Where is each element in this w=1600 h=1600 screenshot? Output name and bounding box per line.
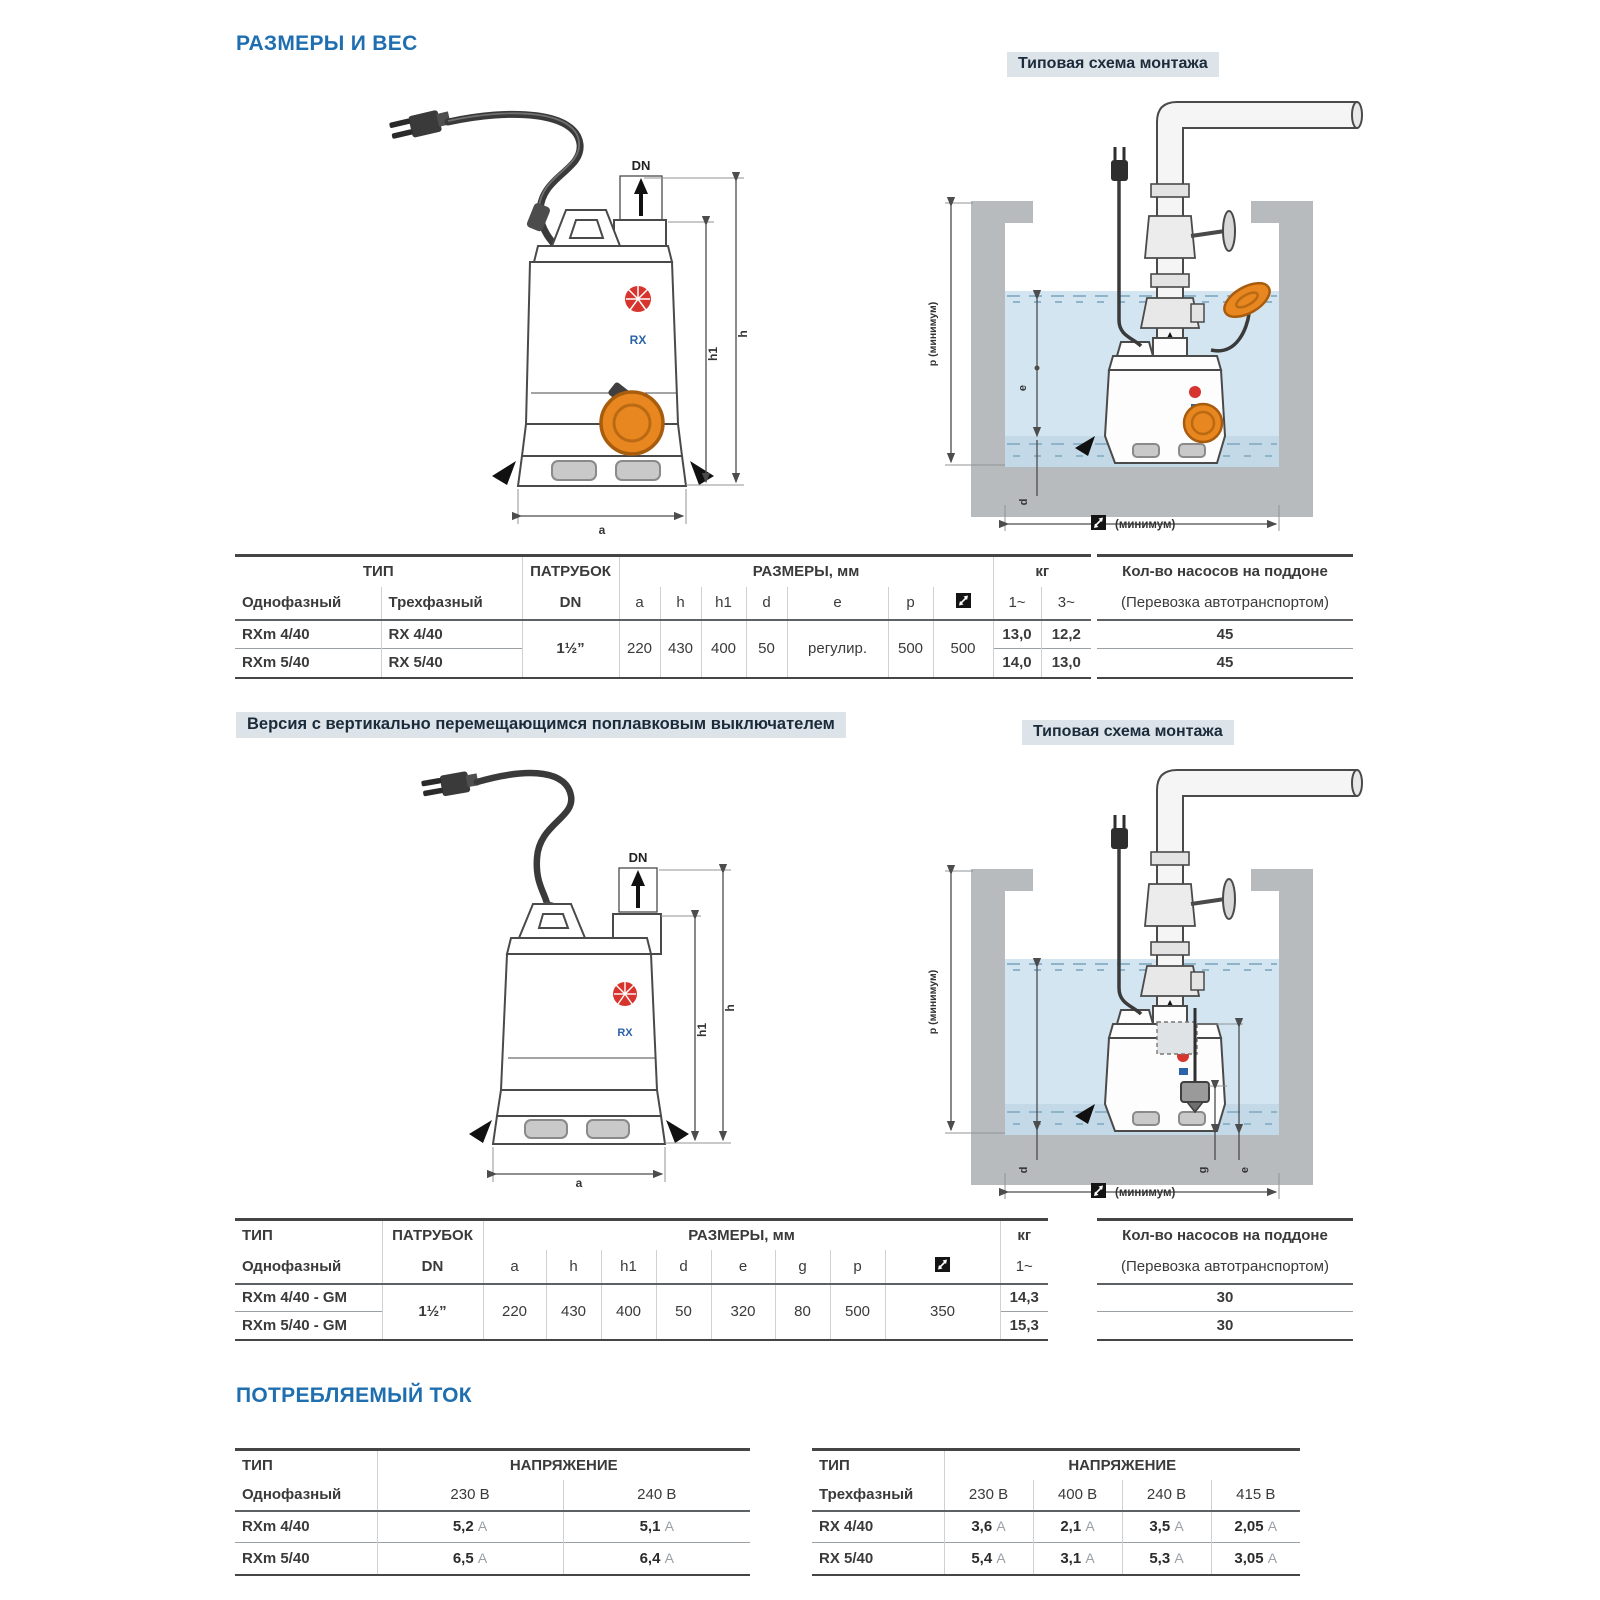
- svg-text:a: a: [575, 1176, 583, 1188]
- table-row: 45: [1216, 625, 1234, 643]
- valve-handwheel-icon: [1223, 879, 1235, 919]
- table-row: RX 5/40 5,4 A 3,1 A 5,3 A 3,05 A: [812, 1543, 1300, 1575]
- square-diagonal-icon: [956, 593, 971, 612]
- svg-text:h: h: [723, 1004, 737, 1012]
- svg-text:p (минимум): p (минимум): [927, 301, 939, 367]
- table-row: RXm 5/40 - GM 15,3: [235, 1312, 1048, 1340]
- installation-scheme-2: [895, 756, 1365, 1204]
- current-table-three-phase: ТИП НАПРЯЖЕНИЕ Трехфазный 230 В 400 В 240 В 415 В RX 4/40 3,6 A 2,1 A 3,5 A 2,05 A RX 5/40 5,4 A 3,1 A 5,3 A 3,05 A: [812, 1448, 1300, 1576]
- valve-handwheel-icon: [1223, 211, 1235, 251]
- svg-text:p (минимум): p (минимум): [927, 969, 939, 1035]
- table-row: RXm 4/40 RX 4/40 1½” 220 430 400 50 регулир. 500 500 13,0 12,2: [235, 620, 1091, 649]
- square-diagonal-icon: [935, 1257, 950, 1276]
- svg-text:h1: h1: [695, 1022, 709, 1038]
- section-dimensions-title: РАЗМЕРЫ И ВЕС: [236, 32, 418, 55]
- power-plug-icon: [389, 108, 452, 143]
- pump-in-pit: [1105, 338, 1225, 463]
- svg-text:e: e: [1239, 1166, 1251, 1174]
- table-row: RXm 4/40 5,2 A 5,1 A: [235, 1511, 750, 1543]
- table-row: RXm 5/40 RX 5/40 14,0 13,0: [235, 649, 1091, 678]
- pump-drawing-2: [415, 756, 755, 1188]
- svg-text:(минимум): (минимум): [1115, 1187, 1176, 1199]
- power-plug-icon: [1111, 147, 1128, 181]
- inlet-arrow-icon: [690, 461, 714, 485]
- col-group-dimensions: РАЗМЕРЫ, мм: [483, 1220, 1000, 1250]
- svg-text:RX: RX: [629, 333, 647, 347]
- col-group-type: ТИП: [242, 1226, 273, 1244]
- svg-text:(минимум): (минимум): [1115, 519, 1176, 531]
- power-plug-icon: [421, 769, 480, 799]
- table-row: RXm 5/40 6,5 A 6,4 A: [235, 1543, 750, 1575]
- scheme-label-2: Типовая схема монтажа: [1022, 720, 1234, 745]
- svg-text:e: e: [1017, 384, 1029, 392]
- svg-text:h1: h1: [706, 346, 720, 362]
- pump-body: [518, 210, 686, 486]
- scheme-label-1: Типовая схема монтажа: [1007, 52, 1219, 77]
- svg-text:RX: RX: [617, 1027, 633, 1039]
- svg-text:a: a: [598, 523, 606, 537]
- col-group-type: ТИП: [362, 563, 394, 581]
- inlet-arrow-icon: [666, 1120, 689, 1143]
- col-group-branch: ПАТРУБОК: [382, 1220, 483, 1250]
- svg-text:h: h: [736, 330, 750, 338]
- pallet-table-2: Кол-во насосов на поддоне (Перевозка автотранспортом) 30 30: [1097, 1218, 1353, 1341]
- pump-drawing-1: [380, 92, 775, 544]
- table-row: 45: [1097, 649, 1353, 678]
- dimensions-table-1: ТИП ПАТРУБОК РАЗМЕРЫ, мм кг Однофазный Трехфазный DN a h h1 d e p 1~ 3~ RXm 4/40 RX 4/40 1½” 220 430 400 50 регулир. 500 500 13,0 12,2 RXm 5/40 RX 5/40 14,0 13,0: [235, 554, 1091, 679]
- power-plug-icon: [1111, 815, 1128, 849]
- pallet-table-1: Кол-во насосов на поддоне (Перевозка автотранспортом) 45 45: [1097, 554, 1353, 679]
- svg-text:d: d: [1018, 498, 1030, 506]
- table-row: 30: [1097, 1312, 1353, 1340]
- table-row: RX 4/40 3,6 A 2,1 A 3,5 A 2,05 A: [812, 1511, 1300, 1543]
- square-diagonal-icon: [1091, 1183, 1106, 1198]
- table-row: 30: [1216, 1289, 1234, 1307]
- svg-text:DN: DN: [631, 158, 651, 173]
- current-table-single-phase: ТИП НАПРЯЖЕНИЕ Однофазный 230 В 240 В RXm 4/40 5,2 A 5,1 A RXm 5/40 6,5 A 6,4 A: [235, 1448, 750, 1576]
- svg-text:DN: DN: [628, 850, 648, 865]
- col-group-dimensions: РАЗМЕРЫ, мм: [619, 556, 993, 587]
- installation-scheme-1: [895, 88, 1365, 540]
- version-label: Версия с вертикально перемещающимся поплавковым выключателем: [236, 712, 846, 738]
- inlet-arrow-icon: [492, 461, 516, 485]
- section-current-title: ПОТРЕБЛЯЕМЫЙ ТОК: [236, 1384, 472, 1407]
- col-group-branch: ПАТРУБОК: [522, 556, 619, 587]
- square-diagonal-icon: [1091, 515, 1106, 530]
- col-group-kg: кг: [993, 556, 1091, 587]
- table-row: RXm 4/40 - GM 1½” 220 430 400 50 320 80 500 350 14,3: [235, 1284, 1048, 1312]
- inlet-arrow-icon: [469, 1120, 492, 1143]
- power-cable: [477, 773, 571, 912]
- col-group-kg: кг: [1000, 1220, 1048, 1250]
- svg-text:d: d: [1018, 1166, 1030, 1174]
- svg-text:g: g: [1197, 1166, 1209, 1174]
- pump-body: [493, 904, 665, 1144]
- dimensions-table-2: ТИП ПАТРУБОК РАЗМЕРЫ, мм кг Однофазный DN a h h1 d e g p 1~ RXm 4/40 - GM 1½” 220 430 400 50 320 80 500 350 14,3 RXm 5/40 - GM 15,3: [235, 1218, 1048, 1341]
